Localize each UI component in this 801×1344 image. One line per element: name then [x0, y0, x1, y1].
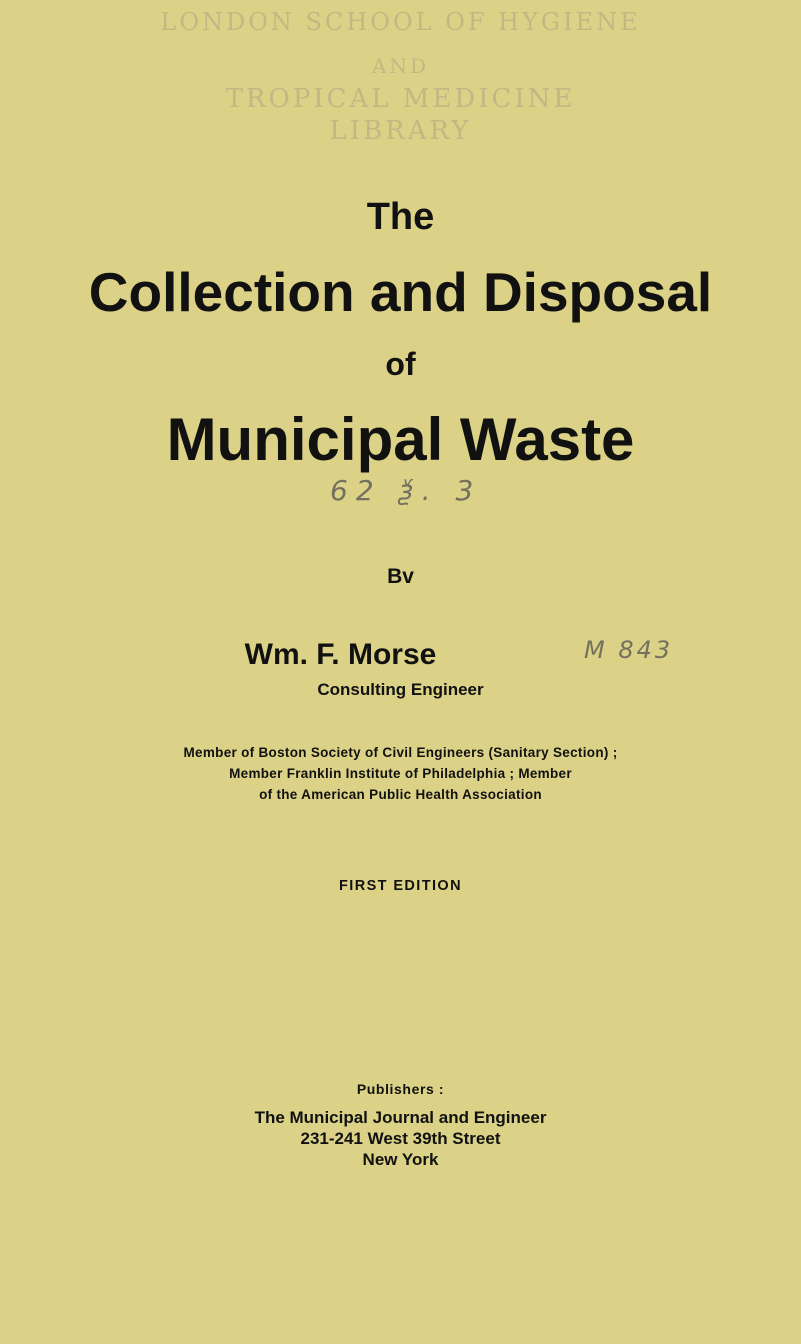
library-stamp-line-3: TROPICAL MEDICINE — [225, 84, 576, 114]
handwritten-classmark: 62 ѯ. 3 — [330, 474, 482, 507]
membership-line: Member Franklin Institute of Philadelphia ; Member — [229, 766, 572, 781]
byline: Bv — [387, 565, 414, 588]
title-of: of — [385, 346, 416, 382]
author-name: Wm. F. Morse — [244, 638, 437, 671]
title-main: Collection and Disposal — [88, 261, 713, 323]
author-memberships — [40, 742, 761, 805]
publisher-label: Publishers : — [356, 1081, 445, 1097]
publisher-line: The Municipal Journal and Engineer — [254, 1108, 547, 1127]
title-subject: Municipal Waste — [166, 406, 635, 473]
publisher-details — [0, 1107, 801, 1170]
author-profession: Consulting Engineer — [317, 680, 484, 699]
handwritten-author-mark: M 843 — [584, 636, 674, 664]
library-stamp-line-2: AND — [372, 54, 429, 78]
publisher-line: New York — [362, 1150, 439, 1169]
title-the: The — [366, 196, 435, 238]
membership-line: of the American Public Health Association — [259, 787, 542, 802]
edition: FIRST EDITION — [339, 878, 462, 894]
library-stamp-line-4: LIBRARY — [329, 116, 472, 146]
membership-line: Member of Boston Society of Civil Engineers (Sanitary Section) ; — [183, 745, 618, 760]
library-stamp-line-1: LONDON SCHOOL OF HYGIENE — [160, 8, 641, 36]
publisher-line: 231-241 West 39th Street — [300, 1129, 501, 1148]
